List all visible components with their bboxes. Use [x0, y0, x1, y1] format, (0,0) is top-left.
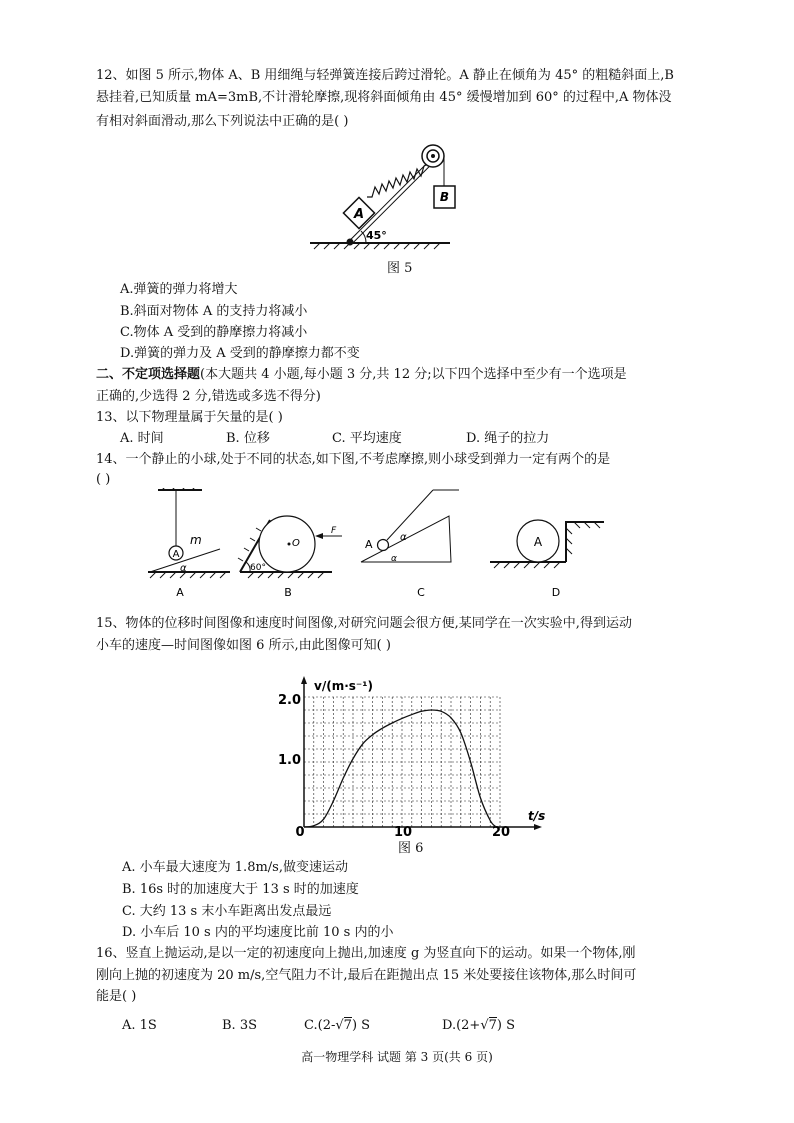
fig14a-m: m: [190, 533, 202, 547]
fig14a-ball: A: [172, 549, 180, 560]
pulley: [422, 145, 444, 167]
spring: [367, 165, 426, 197]
q13-option-b: B. 位移: [226, 431, 270, 446]
section2-heading: [96, 365, 627, 385]
q12-stem-line1: 12、如图 5 所示,物体 A、B 用细绳与轻弹簧连接后跨过滑轮。A 静止在倾角为 45° 的粗糙斜面上,B: [96, 68, 674, 83]
fig14c-label: C: [417, 586, 425, 598]
q12-option-b: B.斜面对物体 A 的支持力将减小: [120, 304, 308, 319]
q13-option-d: D. 绳子的拉力: [466, 431, 550, 446]
q16-option-c-pre: C.(2-: [304, 1018, 336, 1033]
x-tick-0: 0: [295, 825, 305, 840]
y-tick-1.0: 1.0: [278, 753, 302, 768]
q14-stem: 14、一个静止的小球,处于不同的状态,如下图,不考虑摩擦,则小球受到弹力一定有两个的是: [96, 452, 611, 467]
hinge: [347, 239, 354, 246]
fig14b-o: O: [292, 538, 300, 549]
block-b-label: B: [439, 190, 450, 204]
fig14c-ball: A: [365, 538, 373, 551]
x-tick-20: 20: [491, 825, 511, 840]
y-tick-2.0: 2.0: [278, 693, 302, 708]
q15-stem-line1: 15、物体的位移时间图像和速度时间图像,对研究问题会很方便,某同学在一次实验中,得到运动: [96, 616, 632, 631]
q16-option-d: [442, 1016, 515, 1036]
q16-stem-line2: 刚向上抛的初速度为 20 m/s,空气阻力不计,最后在距抛出点 15 米处要接住该物体,那么时间可: [96, 968, 637, 983]
ground-hatch: [310, 243, 450, 249]
q14-paren: ( ): [96, 472, 111, 487]
q12-stem-line2: 悬挂着,已知质量 mA=3mB,不计滑轮摩擦,现将斜面倾角由 45° 缓慢增加到 60° 的过程中,A 物体没: [96, 90, 672, 105]
sqrt-symbol: √: [335, 1018, 344, 1033]
q12-stem-line3: 有相对斜面滑动,那么下列说法中正确的是( ): [96, 114, 349, 129]
x-tick-10: 10: [393, 825, 413, 840]
figure-14-a: [140, 488, 230, 598]
figure-14-b: [232, 488, 352, 598]
q13-option-c: C. 平均速度: [332, 431, 402, 446]
figure-5: [300, 135, 470, 260]
q16-option-d-radicand: 7: [488, 1018, 497, 1033]
figure-14-d: [486, 488, 611, 598]
q16-stem-line1: 16、竖直上抛运动,是以一定的初速度向上抛出,加速度 g 为竖直向下的运动。如果一个物体,刚: [96, 946, 636, 961]
q15-stem-line2: 小车的速度—时间图像如图 6 所示,由此图像可知( ): [96, 638, 391, 653]
q12-option-c: C.物体 A 受到的静摩擦力将减小: [120, 325, 308, 340]
section2-desc-2: 正确的,少选得 2 分,错选或多选不得分): [96, 389, 321, 404]
section2-title: 二、不定项选择题: [96, 367, 201, 382]
sqrt-symbol: √: [480, 1018, 489, 1033]
q16-option-c: [304, 1016, 370, 1036]
block-a-label: A: [353, 207, 365, 222]
angle-label: 45°: [366, 229, 387, 242]
fig14d-ball: A: [533, 535, 543, 549]
fig14a-alpha: α: [180, 563, 187, 574]
q16-stem-line3: 能是( ): [96, 989, 137, 1004]
figure-6-vt-chart: [270, 672, 560, 842]
chart-xlabel: t/s: [528, 809, 546, 823]
fig14b-label: B: [284, 586, 292, 598]
q13-option-a: A. 时间: [120, 431, 164, 446]
fig14c-alpha1: α: [400, 532, 407, 543]
q16-option-a: A. 1S: [122, 1018, 157, 1033]
q15-option-a: A. 小车最大速度为 1.8m/s,做变速运动: [122, 860, 348, 875]
q16-option-c-radicand: 7: [343, 1018, 352, 1033]
q13-stem: 13、以下物理量属于矢量的是( ): [96, 410, 283, 425]
q15-option-d: D. 小车后 10 s 内的平均速度比前 10 s 内的小: [122, 925, 394, 940]
section2-desc-1: (本大题共 4 小题,每小题 3 分,共 12 分;以下四个选择中至少有一个选项是: [200, 367, 627, 382]
page-footer: 高一物理学科 试题 第 3 页(共 6 页): [301, 1050, 493, 1064]
q15-option-c: C. 大约 13 s 末小车距离出发点最远: [122, 904, 332, 919]
chart-ylabel: v/(m·s⁻¹): [314, 679, 373, 693]
fig14a-label: A: [176, 586, 184, 598]
q12-option-a: A.弹簧的弹力将增大: [120, 282, 238, 297]
figure-14-c: [355, 488, 465, 598]
fig14b-angle: 60°: [250, 563, 266, 573]
q16-option-d-pre: D.(2+: [442, 1018, 481, 1033]
velocity-curve: [304, 710, 496, 827]
q12-option-d: D.弹簧的弹力及 A 受到的静摩擦力都不变: [120, 346, 360, 361]
q16-option-d-post: ) S: [496, 1018, 516, 1033]
fig14d-label: D: [551, 586, 561, 598]
fig14c-alpha2: α: [391, 554, 397, 564]
fig14b-f: F: [331, 526, 337, 536]
q15-option-b: B. 16s 时的加速度大于 13 s 时的加速度: [122, 882, 359, 897]
q16-option-b: B. 3S: [222, 1018, 257, 1033]
q16-option-c-post: ) S: [351, 1018, 371, 1033]
figure-5-caption: 图 5: [387, 261, 413, 276]
figure-6-caption: 图 6: [398, 841, 424, 856]
